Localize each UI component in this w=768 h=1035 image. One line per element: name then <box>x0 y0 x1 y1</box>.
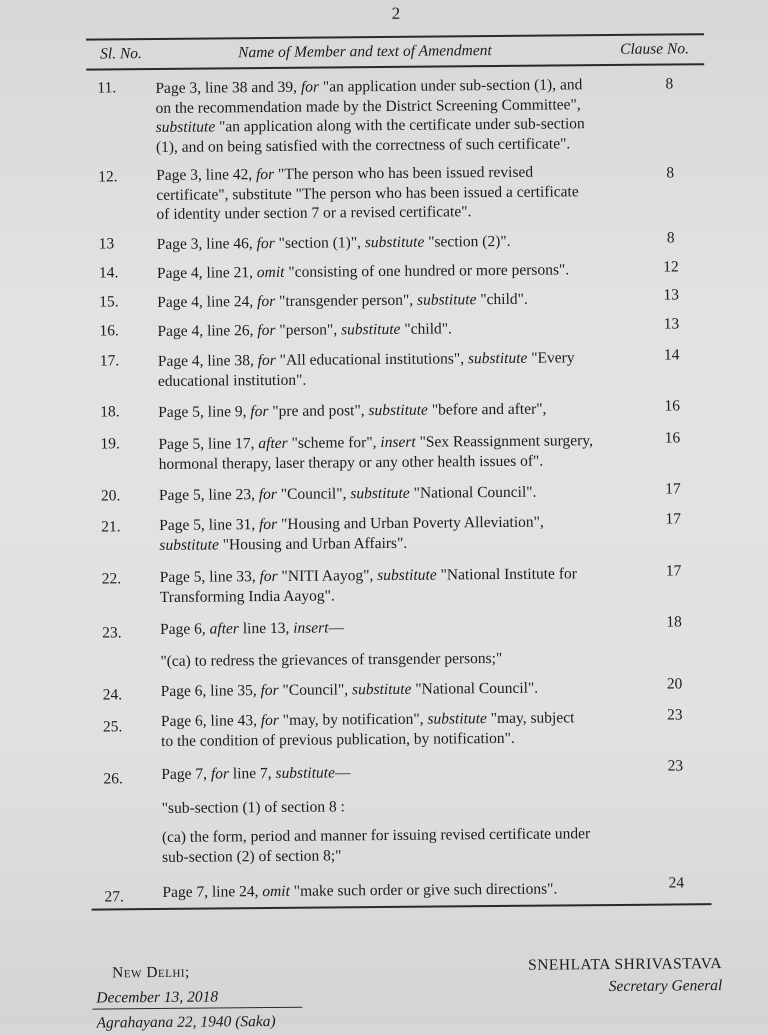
page-number: 2 <box>391 3 401 23</box>
row-serial: 23. <box>102 624 122 642</box>
amendment-text <box>161 678 631 702</box>
amendment-line: substitute "Housing and Urban Affairs". <box>159 534 408 554</box>
inserted-clause-text <box>160 648 630 672</box>
clause-number: 23 <box>667 757 684 775</box>
amendment-line: Page 7, line 24, omit "make such order or give such directions". <box>162 880 558 901</box>
amendment-line: Page 3, line 38 and 39, for "an application under sub-section (1), and <box>155 76 583 97</box>
date: December 13, 2018 <box>96 988 219 1007</box>
amendment-text <box>161 708 631 751</box>
row-serial: 11. <box>97 79 117 97</box>
row-serial: 18. <box>100 403 120 421</box>
table-bottom-rule <box>92 903 712 910</box>
amendment-text <box>157 260 627 284</box>
amendment-text <box>159 482 629 506</box>
row-serial: 26. <box>103 770 123 788</box>
clause-number: 24 <box>668 874 685 892</box>
header-top-rule <box>86 33 704 40</box>
saka-date: Agrahayana 22, 1940 (Saka) <box>96 1012 276 1032</box>
signatory-name: SNEHLATA SHRIVASTAVA <box>527 955 723 974</box>
substituted-text <box>162 795 632 819</box>
row-serial: 17. <box>99 352 120 370</box>
amendment-line: of identity under section 7 or a revised certificate". <box>156 203 472 223</box>
row-serial: 16. <box>99 322 119 340</box>
header-sl-no: Sl. No. <box>100 45 142 63</box>
amendment-text <box>161 761 631 785</box>
clause-number: 13 <box>663 286 680 304</box>
amendment-text <box>157 318 627 342</box>
amendment-line: Page 3, line 46, for "section (1)", substitute "section (2)". <box>156 232 511 253</box>
row-serial: 15. <box>99 293 119 311</box>
amendment-line: Page 5, line 17, after "scheme for", insert "Sex Reassignment surgery, <box>158 432 594 453</box>
amendment-text <box>158 431 628 474</box>
amendment-line: Transforming India Aayog". <box>159 586 335 606</box>
amendment-line: Page 6, after line 13, insert— <box>160 619 345 638</box>
amendment-line: Page 4, line 24, for "transgender person", substitute "child". <box>157 290 528 311</box>
signatory-title: Secretary General <box>608 977 723 996</box>
amendment-line: Page 5, line 31, for "Housing and Urban Poverty Alleviation", <box>159 513 544 534</box>
amendment-line: sub-section (2) of section 8;" <box>162 846 342 866</box>
amendment-line: (1), and on being satisfied with the correctness of such certificate". <box>155 134 571 156</box>
amendment-line: Page 3, line 42, for "The person who has been issued revised <box>156 163 534 184</box>
amendment-text <box>160 616 630 640</box>
clause-number: 8 <box>666 164 675 182</box>
amendment-text <box>157 231 627 255</box>
amendment-line: Page 4, line 21, omit "consisting of one hundred or more persons". <box>156 261 570 282</box>
clause-number: 17 <box>665 562 682 580</box>
amendment-line: Page 5, line 23, for "Council", substitute "National Council". <box>158 483 537 504</box>
clause-number: 18 <box>666 613 682 631</box>
clause-number: 13 <box>663 315 680 333</box>
amendment-text <box>157 289 627 313</box>
clause-number: 20 <box>666 675 683 693</box>
amendment-line: substitute "an application along with the certificate under sub-section <box>155 115 585 136</box>
row-serial: 25. <box>102 718 123 736</box>
amendment-line: educational institution". <box>157 371 307 390</box>
amendment-text <box>159 512 629 555</box>
row-serial: 24. <box>102 686 123 704</box>
row-serial: 20. <box>100 487 121 505</box>
clause-number: 12 <box>663 258 679 276</box>
clause-number: 23 <box>667 706 683 724</box>
amendment-line: (ca) the form, period and manner for issuing revised certificate under <box>161 825 591 846</box>
amendment-line: "(ca) to redress the grievances of transgender persons;" <box>160 649 503 670</box>
amendment-text <box>160 564 630 607</box>
amendment-text <box>156 162 626 225</box>
row-serial: 13 <box>98 235 115 253</box>
row-serial: 12. <box>98 168 118 186</box>
clause-number: 17 <box>665 510 682 528</box>
amendment-text <box>158 399 628 423</box>
clause-number: 16 <box>664 429 681 447</box>
amendment-text <box>162 879 632 903</box>
amendment-line: Page 5, line 33, for "NITI Aayog", substitute "National Institute for <box>159 565 577 586</box>
amendment-text <box>155 75 626 157</box>
clause-number: 8 <box>666 229 675 247</box>
amendment-line: Page 4, line 38, for "All educational institutions", substitute "Every <box>157 349 575 370</box>
clause-number: 14 <box>663 346 680 364</box>
clause-number: 16 <box>664 397 681 415</box>
amendment-line: hormonal therapy, laser therapy or any other health issues of". <box>158 452 544 473</box>
row-serial: 21. <box>101 518 121 536</box>
amendment-text <box>158 348 628 391</box>
amendment-line: certificate", substitute "The person who has been issued a certificate <box>156 182 579 204</box>
row-serial: 22. <box>101 570 122 588</box>
clause-number: 8 <box>665 75 674 93</box>
amendment-line: Page 7, for line 7, substitute— <box>161 764 351 783</box>
row-serial: 14. <box>98 264 119 282</box>
row-serial: 19. <box>100 435 120 453</box>
amendment-line: Page 4, line 26, for "person", substitute "child". <box>157 320 452 340</box>
amendment-line: to the condition of previous publication, by notification". <box>161 729 515 750</box>
header-bottom-rule <box>86 63 704 70</box>
amendment-line: "sub-section (1) of section 8 : <box>161 798 346 817</box>
header-amendment-text: Name of Member and text of Amendment <box>238 42 492 62</box>
place: New Delhi; <box>112 963 190 982</box>
substituted-text <box>162 824 632 867</box>
clause-number: 17 <box>665 480 681 498</box>
place-and-date <box>96 961 276 1035</box>
signature-block <box>510 953 722 999</box>
amendment-line: Page 6, line 43, for "may, by notification", substitute "may, subject <box>160 709 575 730</box>
header-clause-no: Clause No. <box>620 40 690 58</box>
amendment-line: on the recommendation made by the District Screening Committee", <box>155 95 581 117</box>
row-serial: 27. <box>104 888 124 906</box>
amendment-line: Page 5, line 9, for "pre and post", substitute "before and after", <box>158 400 547 421</box>
amendment-line: Page 6, line 35, for "Council", substitute "National Council". <box>160 679 539 700</box>
